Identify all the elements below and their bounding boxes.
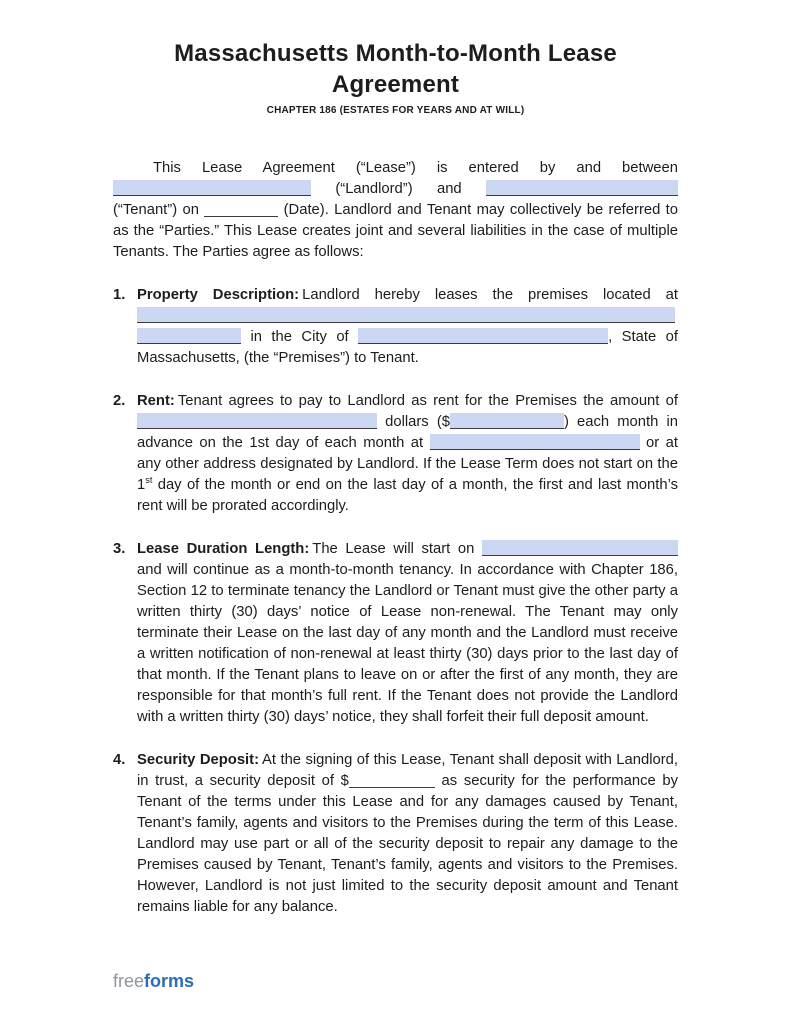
security-deposit-amount-field[interactable] (349, 772, 435, 788)
section-body (137, 750, 678, 918)
section-number: 1. (113, 287, 126, 303)
section-body (137, 285, 678, 369)
tenant-name-field[interactable] (486, 180, 678, 196)
section-property-description (113, 285, 678, 369)
freeforms-logo (113, 971, 194, 992)
logo-text-free: free (113, 971, 145, 991)
section-label: Lease Duration Length: (137, 541, 310, 557)
section-text: At the signing of this Lease, Tenant shall deposit with Landlord, in trust, a security deposit of $ as security for the performance by Tenant of the terms under this Lease and for any damages caused by Tenant, Tenant’s family, agents and visitors to the Premises during the term of this Lease. Landlord may use part or all of the security deposit to repair any damage to the Premises caused by Tenant, Tenant’s family, agents and visitors to the Premises. However, Landlord is not just limited to the security deposit amount and Tenant remains liable for any balance. (137, 752, 678, 915)
section-label: Rent: (137, 393, 175, 409)
document-title: Massachusetts Month-to-Month Lease Agreement (174, 40, 617, 98)
rent-amount-figure-field[interactable] (450, 413, 564, 429)
section-body (137, 391, 678, 517)
intro-paragraph: This Lease Agreement (“Lease”) is entered by and between (“Landlord”) and (“Tenant”) on (Date). Landlord and Tenant may collectively be referred to as the “Parties.” This Lease creates joint and several liabilities in the case of multiple Tenants. The Parties agree as follows: (113, 160, 678, 260)
rent-amount-words-field[interactable] (137, 413, 377, 429)
section-label: Property Description: (137, 287, 300, 303)
section-number: 2. (113, 393, 126, 409)
section-lease-duration (113, 539, 678, 728)
section-text: The Lease will start on and will continue as a month-to-month tenancy. In accordance with Chapter 186, Section 12 to terminate tenancy the Landlord or Tenant must give the other party a written thirty (30) days’ notice of Lease non-renewal. The Tenant may only terminate their Lease on the last day of any month and the Landlord must receive a written notification of non-renewal at least thirty (30) days prior to the last day of that month. If the Tenant plans to leave on or after the first of any month, they are responsible for that month’s full rent. If the Tenant does not provide the Landlord with a written thirty (30) days’ notice, they shall forfeit their full deposit amount. (137, 541, 678, 725)
section-text: Tenant agrees to pay to Landlord as rent for the Premises the amount of dollars ($ ) each month in advance on the 1st day of each month at or at any other address designated by Landlord. If the Lease Term does not start on the 1st day of the month or end on the last day of a month, the first and last month’s rent will be prorated accordingly. (137, 393, 678, 514)
section-rent (113, 391, 678, 517)
property-address-line-1-field[interactable] (137, 307, 675, 323)
agreement-date-field[interactable] (204, 201, 278, 217)
property-address-line-2-field[interactable] (137, 328, 241, 344)
document-subtitle: CHAPTER 186 (ESTATES FOR YEARS AND AT WILL) (266, 105, 525, 116)
sections-list (113, 285, 678, 918)
section-body (137, 539, 678, 728)
section-label: Security Deposit: (137, 752, 260, 768)
logo-text-forms: forms (144, 971, 195, 991)
section-security-deposit (113, 750, 678, 918)
superscript-ordinal: st (145, 475, 153, 486)
rent-payment-address-field[interactable] (430, 434, 640, 450)
section-number: 4. (113, 752, 126, 768)
lease-start-date-field[interactable] (482, 540, 678, 556)
landlord-name-field[interactable] (113, 180, 311, 196)
section-text: Landlord hereby leases the premises located at in the City of , State of Massachusetts, (the “Premises”) to Tenant. (137, 287, 678, 366)
section-number: 3. (113, 541, 126, 557)
property-city-field[interactable] (358, 328, 608, 344)
